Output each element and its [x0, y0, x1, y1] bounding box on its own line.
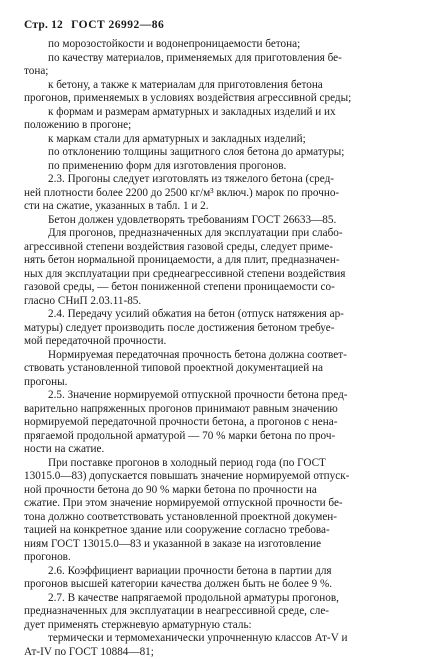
page-number: Стр. 12	[24, 19, 63, 31]
text-line: прогонов, применяемых в условиях воздействия агрессивной среды;	[24, 92, 409, 106]
text-line: к бетону, а также к материалам для приготовления бетона	[24, 79, 409, 93]
text-line: ниям ГОСТ 13015.0—83 и указанной в заказе на изготовление	[24, 538, 409, 552]
text-line: ных для эксплуатации при среднеагрессивной степени воздействия	[24, 268, 409, 282]
text-line: нять бетон нормальной проницаемости, а для плит, предназначен-	[24, 254, 409, 268]
text-line: к формам и размерам арматурных и закладных изделий и их	[24, 106, 409, 120]
text-line: 2.7. В качестве напрягаемой продольной арматуры прогонов,	[24, 592, 409, 606]
text-line: При поставке прогонов в холодный период года (по ГОСТ	[24, 457, 409, 471]
text-line: ствовать установленной типовой проектной документацией на	[24, 362, 409, 376]
text-line: 2.6. Коэффициент вариации прочности бетона в партии для	[24, 565, 409, 579]
text-line: газовой среды, — бетон пониженной степени проницаемости со-	[24, 281, 409, 295]
text-line: 2.4. Передачу усилий обжатия на бетон (отпуск натяжения ар-	[24, 308, 409, 322]
text-line: нормируемой передаточной прочности бетона, а прогонов с нена-	[24, 416, 409, 430]
text-line: по качеству материалов, применяемых для приготовления бе-	[24, 52, 409, 66]
text-line: по применению форм для изготовления прогонов.	[24, 160, 409, 174]
page-header	[24, 18, 409, 38]
text-line: прогоны.	[24, 376, 409, 390]
text-line: прягаемой продольной арматурой — 70 % марки бетона по проч-	[24, 430, 409, 444]
text-line: гласно СНиП 2.03.11-85.	[24, 295, 409, 309]
text-line: Для прогонов, предназначенных для эксплуатации при слабо-	[24, 227, 409, 241]
text-line: агрессивной степени воздействия газовой среды, следует приме-	[24, 241, 409, 255]
text-line: Нормируемая передаточная прочность бетона должна соответ-	[24, 349, 409, 363]
text-line: 13015.0—83) допускается повышать значение нормируемой отпуск-	[24, 470, 409, 484]
text-line: ней плотности более 2200 до 2500 кг/м³ включ.) марок по прочно-	[24, 187, 409, 201]
text-line: мой передаточной прочности.	[24, 335, 409, 349]
standard-code: ГОСТ 26992—86	[71, 19, 164, 31]
text-line: ности на сжатие.	[24, 443, 409, 457]
text-line: варительно напряженных прогонов принимают равным значению	[24, 403, 409, 417]
text-line: тона;	[24, 65, 409, 79]
text-line: дует применять стержневую арматурную сталь:	[24, 619, 409, 633]
body-text	[24, 38, 409, 659]
text-line: сжатие. При этом значение нормируемой отпускной прочности бе-	[24, 497, 409, 511]
text-line: к маркам стали для арматурных и закладных изделий;	[24, 133, 409, 147]
text-line: ной прочности бетона до 90 % марки бетона по прочности на	[24, 484, 409, 498]
text-line: тацией на конкретное здание или сооружение согласно требова-	[24, 524, 409, 538]
text-line: матуры) следует производить после достижения бетоном требуе-	[24, 322, 409, 336]
text-line: Бетон должен удовлетворять требованиям ГОСТ 26633—85.	[24, 214, 409, 228]
text-line: 2.5. Значение нормируемой отпускной прочности бетона пред-	[24, 389, 409, 403]
text-line: прогонов высшей категории качества должен быть не более 9 %.	[24, 578, 409, 592]
text-line: тона должно соответствовать установленной проектной докумен-	[24, 511, 409, 525]
text-line: положению в прогоне;	[24, 119, 409, 133]
text-line: 2.3. Прогоны следует изготовлять из тяжелого бетона (сред-	[24, 173, 409, 187]
text-line: предназначенных для эксплуатации в неагрессивной среде, сле-	[24, 605, 409, 619]
text-line: прогонов.	[24, 551, 409, 565]
text-line: Ат-IV по ГОСТ 10884—81;	[24, 646, 409, 659]
text-line: термически и термомеханически упрочненную классов Ат-V и	[24, 632, 409, 646]
text-line: по морозостойкости и водонепроницаемости бетона;	[24, 38, 409, 52]
text-line: сти на сжатие, указанных в табл. 1 и 2.	[24, 200, 409, 214]
text-line: по отклонению толщины защитного слоя бетона до арматуры;	[24, 146, 409, 160]
